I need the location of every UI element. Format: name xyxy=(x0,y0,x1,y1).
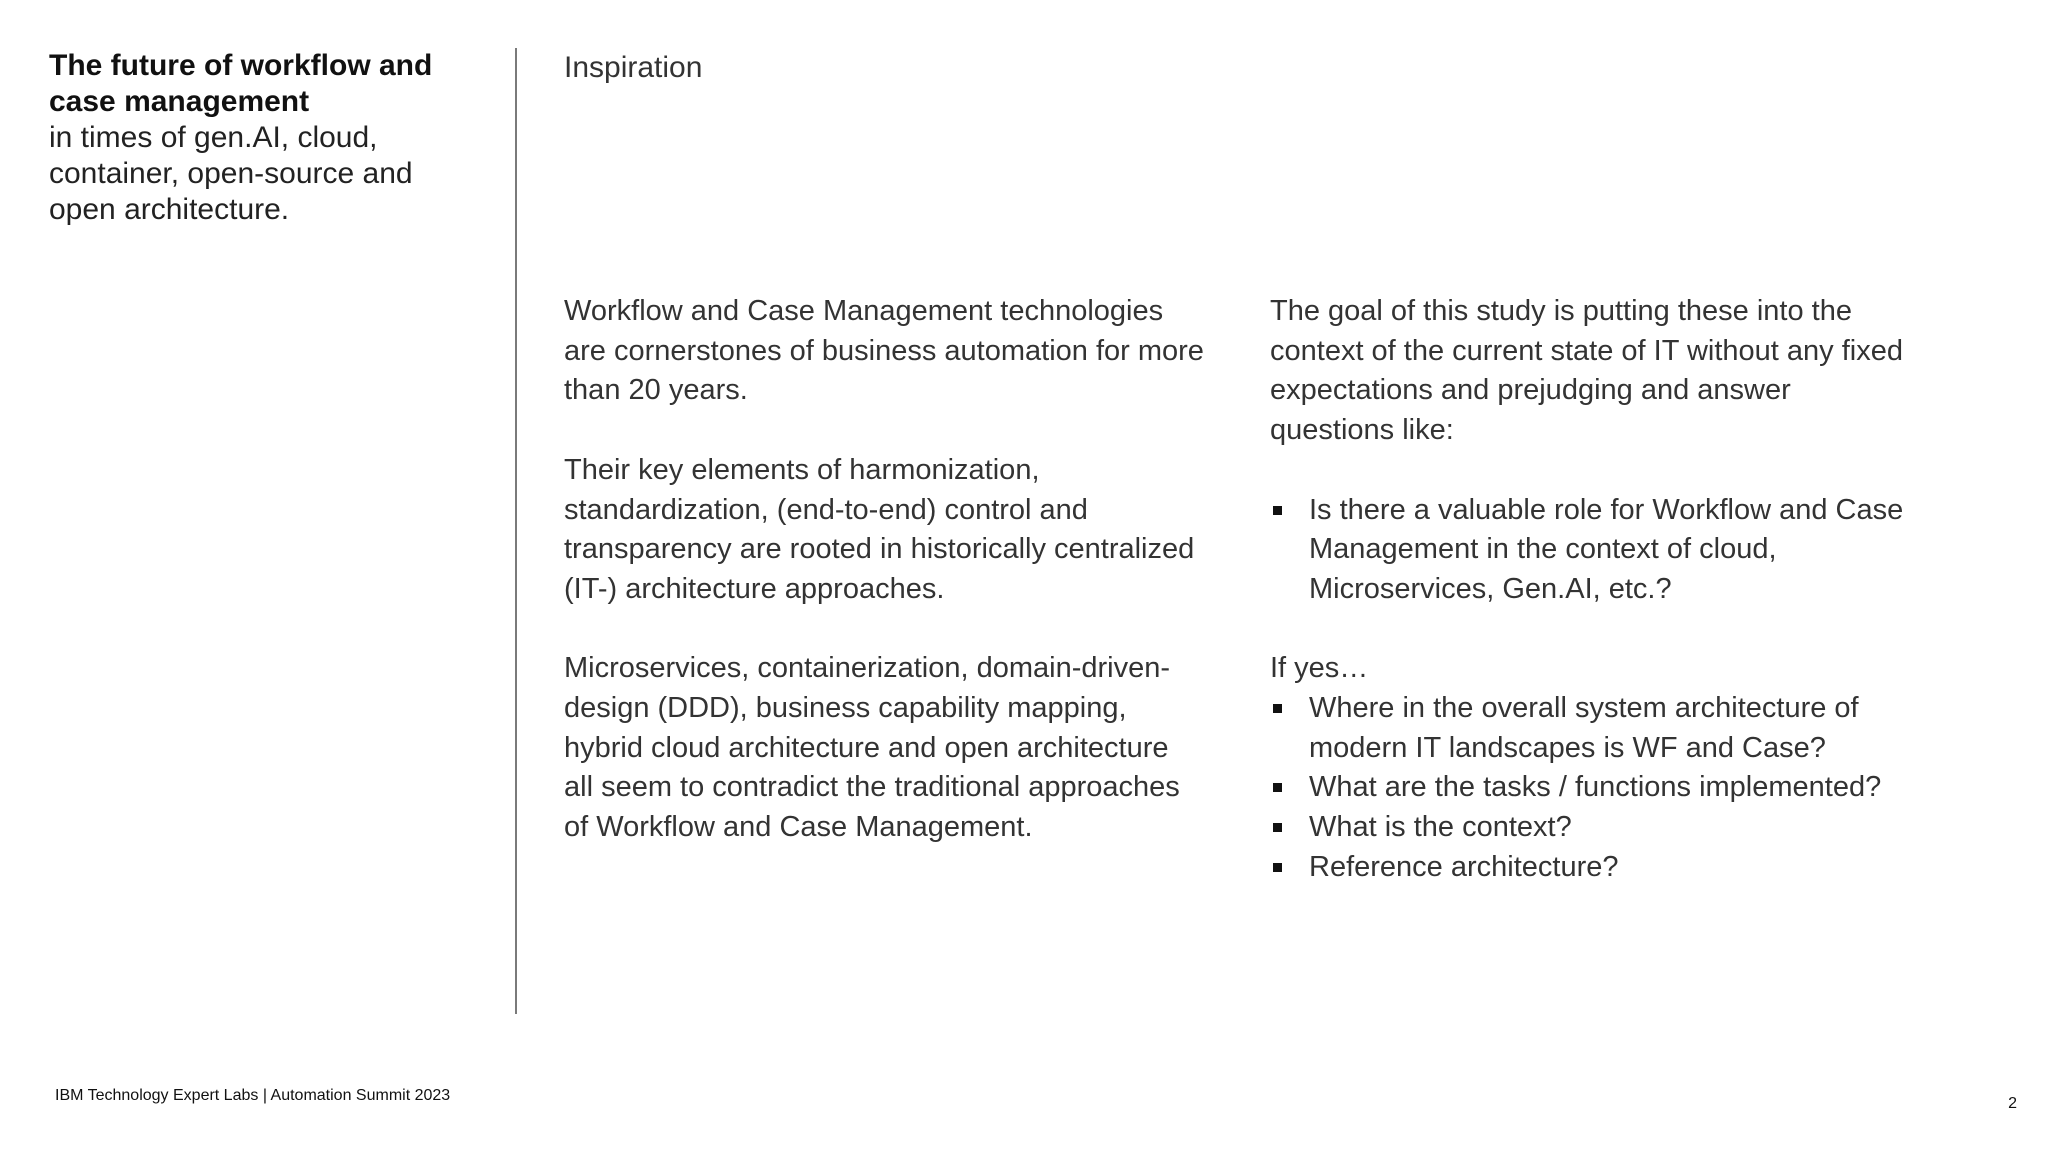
paragraph-intro: Workflow and Case Management technologies are cornerstones of business automation for more than 20 years. xyxy=(564,295,1204,407)
list-item-text: Is there a valuable role for Workflow and Case Management in the context of cloud, Microservices, Gen.AI, etc.? xyxy=(1309,493,1904,605)
if-yes-label: If yes… xyxy=(1270,652,1369,685)
bullet-square-icon xyxy=(1273,863,1282,872)
main-question-list xyxy=(1270,491,1910,610)
section-label: Inspiration xyxy=(564,51,703,84)
bullet-square-icon xyxy=(1273,704,1282,713)
bullet-square-icon xyxy=(1273,783,1282,792)
list-item xyxy=(1270,689,1910,768)
bullet-square-icon xyxy=(1273,506,1282,515)
list-item xyxy=(1270,848,1910,888)
paragraph-study-goal: The goal of this study is putting these into the context of the current state of IT without any fixed expectations and prejudging and answer questions like: xyxy=(1270,295,1903,447)
page-number: 2 xyxy=(2008,1095,2017,1112)
list-item-text: Reference architecture? xyxy=(1309,850,1619,883)
list-item-text: What are the tasks / functions implemented? xyxy=(1309,771,1882,804)
list-item xyxy=(1270,491,1910,610)
sidebar-subtitle: in times of gen.AI, cloud, container, open-source and open architecture. xyxy=(49,121,413,226)
footer-text: IBM Technology Expert Labs | Automation Summit 2023 xyxy=(55,1087,451,1104)
right-column xyxy=(1270,292,1910,888)
paragraph-microservices: Microservices, containerization, domain-driven-design (DDD), business capability mapping, hybrid cloud architecture and open architecture all seem to contradict the traditional approaches of Workflow and Case Management. xyxy=(564,652,1180,844)
list-item xyxy=(1270,768,1910,808)
vertical-divider xyxy=(515,48,517,1014)
left-column xyxy=(564,292,1204,848)
bullet-square-icon xyxy=(1273,823,1282,832)
list-item xyxy=(1270,808,1910,848)
list-item-text: Where in the overall system architecture of modern IT landscapes is WF and Case? xyxy=(1309,692,1859,764)
paragraph-key-elements: Their key elements of harmonization, standardization, (end-to-end) control and transparency are rooted in historically centralized (IT-) architecture approaches. xyxy=(564,453,1195,605)
sidebar-title: The future of workflow and case management xyxy=(49,49,433,118)
followup-question-list xyxy=(1270,689,1910,888)
list-item-text: What is the context? xyxy=(1309,811,1572,844)
